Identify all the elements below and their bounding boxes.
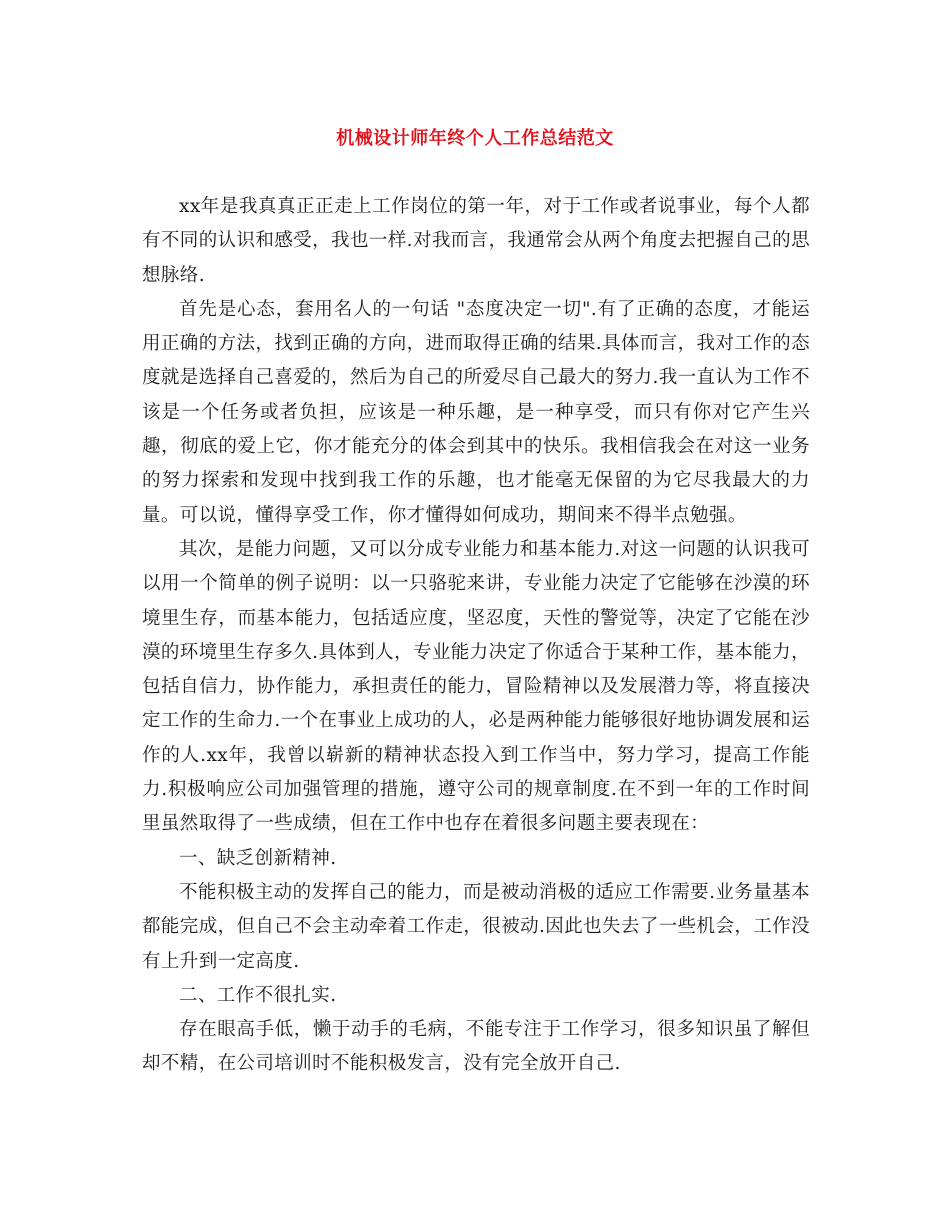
document-title: 机械设计师年终个人工作总结范文 [336,128,614,149]
paragraph-lack-innovation: 不能积极主动的发挥自己的能力，而是被动消极的适应工作需要.业务量基本都能完成，但自己不会主动牵着工作走，很被动.因此也失去了一些机会，工作没有上升到一定高度. [142,881,810,972]
paragraph-ability: 其次，是能力问题，又可以分成专业能力和基本能力.对这一问题的认识我可以用一个简单的例子说明：以一只骆驼来讲，专业能力决定了它能够在沙漠的环境里生存，而基本能力，包括适应度，坚忍度，天性的警觉等，决定了它能在沙漠的环境里生存多久.具体到人，专业能力决定了你适合于某种工作，基本能力，包括自信力，协作能力，承担责任的能力，冒险精神以及发展潜力等，将直接决定工作的生命力.一个在事业上成功的人，必是两种能力能够很好地协调发展和运作的人.xx年，我曾以崭新的精神状态投入到工作当中，努力学习，提高工作能力.积极响应公司加强管理的措施，遵守公司的规章制度.在不到一年的工作时间里虽然取得了一些成绩，但在工作中也存在着很多问题主要表现在： [142,538,810,835]
paragraph-not-solid: 存在眼高手低，懒于动手的毛病，不能专注于工作学习，很多知识虽了解但却不精，在公司培训时不能积极发言，没有完全放开自己. [142,1019,810,1075]
paragraph-intro: xx年是我真真正正走上工作岗位的第一年，对于工作或者说事业，每个人都有不同的认识和感受，我也一样.对我而言，我通常会从两个角度去把握自己的思想脉络. [142,196,810,286]
heading-not-solid: 二、工作不很扎实. [179,984,337,1006]
paragraph-attitude: 首先是心态，套用名人的一句话 "态度决定一切".有了正确的态度，才能运用正确的方法，找到正确的方向，进而取得正确的结果.具体而言，我对工作的态度就是选择自己喜爱的，然后为自己的所爱尽自己最大的努力.我一直认为工作不该是一个任务或者负担，应该是一种乐趣，是一种享受，而只有你对它产生兴趣，彻底的爱上它，你才能充分的体会到其中的快乐。我相信我会在对这一业务的努力探索和发现中找到我工作的乐趣，也才能毫无保留的为它尽我最大的力量。可以说，懂得享受工作，你才懂得如何成功，期间来不得半点勉强。 [142,298,810,526]
document-body [142,190,810,1082]
heading-lack-innovation: 一、缺乏创新精神. [179,847,337,869]
